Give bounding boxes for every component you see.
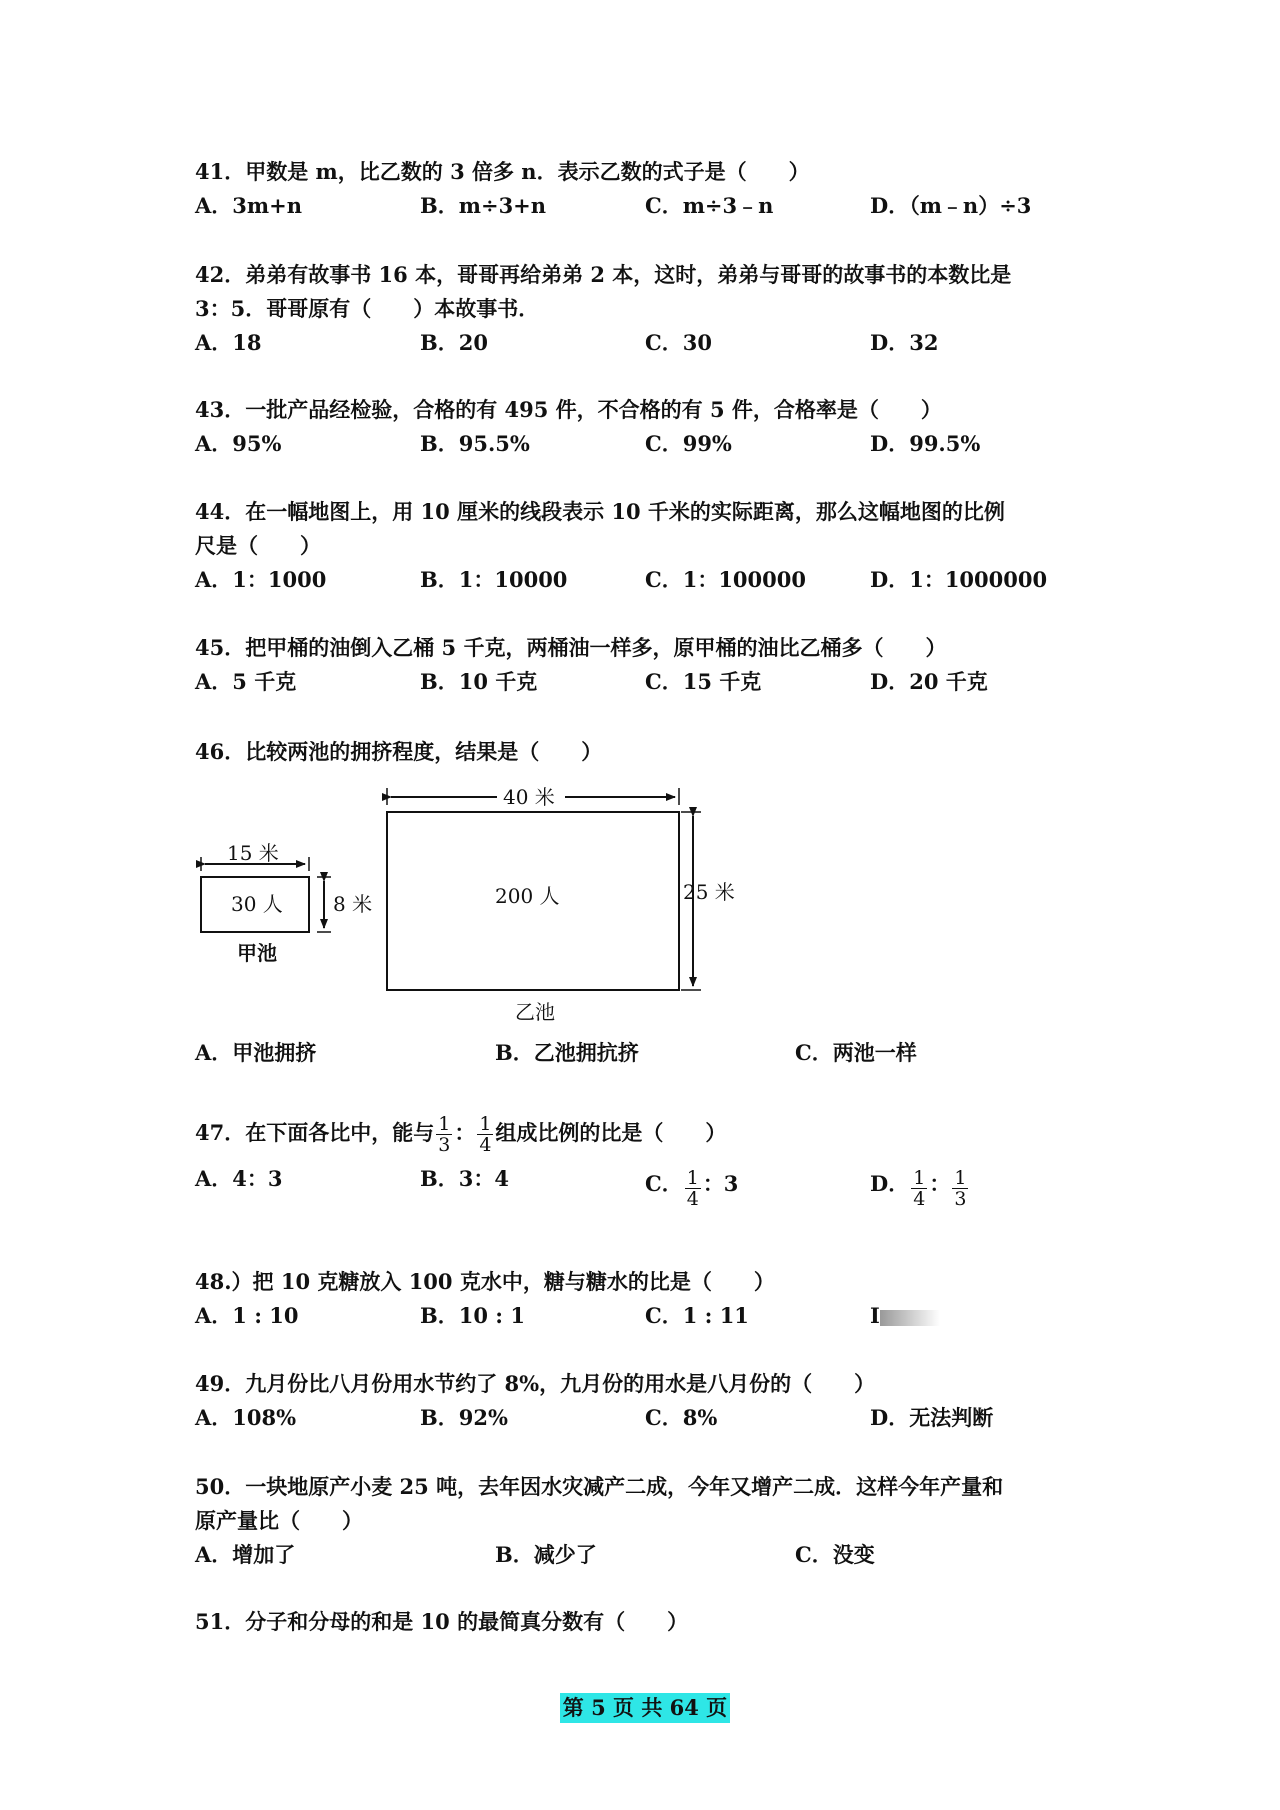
fraction-numerator: 1 (686, 1167, 699, 1189)
options-row (195, 665, 1095, 699)
question-stem-line2: 3：5．哥哥原有（ ）本故事书． (195, 296, 540, 321)
option-b: B．95.5% (420, 431, 530, 456)
fraction-denominator: 4 (479, 1134, 492, 1156)
fraction-one-fourth (911, 1168, 927, 1209)
option-a: A．1 : 10 (195, 1303, 299, 1328)
option-b: B．乙池拥抗挤 (495, 1040, 639, 1065)
fraction-numerator: 1 (479, 1113, 492, 1135)
fraction-one-third (436, 1114, 452, 1155)
question-50 (195, 1470, 1095, 1572)
option-d: D．99.5% (870, 431, 981, 456)
stem-prefix: 47．在下面各比中，能与 (195, 1120, 435, 1145)
option-b: B．10 千克 (420, 669, 538, 694)
question-stem: 49．九月份比八月份用水节约了 8%，九月份的用水是八月份的（ ） (195, 1371, 876, 1396)
option-a: A．108% (195, 1405, 297, 1430)
question-46-options (195, 1036, 1095, 1070)
fraction-one-fourth (685, 1168, 701, 1209)
option-b: B．3：4 (420, 1166, 509, 1191)
pool-a-height-label: 8 米 (333, 892, 373, 916)
pool-a-width-label: 15 米 (227, 841, 279, 865)
options-row (195, 427, 1095, 461)
question-stem: 43．一批产品经检验，合格的有 495 件，不合格的有 5 件，合格率是（ ） (195, 397, 942, 422)
pool-b-name: 乙池 (515, 1000, 555, 1024)
option-c: C．30 (645, 330, 712, 355)
pool-b-people: 200 人 (495, 884, 560, 908)
question-42 (195, 258, 1095, 360)
question-41 (195, 155, 1095, 223)
question-stem-line2: 尺是（ ） (195, 533, 321, 558)
option-d: D．（m﹣n）÷3 (870, 193, 1032, 218)
question-44 (195, 495, 1095, 597)
option-a: A．增加了 (195, 1542, 296, 1567)
option-a: A．95% (195, 431, 282, 456)
option-a: A．4：3 (195, 1166, 283, 1191)
option-b: B．20 (420, 330, 488, 355)
question-stem: 51．分子和分母的和是 10 的最简真分数有（ ） (195, 1609, 689, 1634)
options-row (195, 1401, 1095, 1435)
question-49 (195, 1367, 1095, 1435)
option-b: B．10 : 1 (420, 1303, 525, 1328)
fraction-denominator: 4 (913, 1188, 926, 1210)
options-row (195, 1036, 1095, 1070)
question-46 (195, 735, 1095, 769)
option-d-obscured (870, 1299, 940, 1333)
option-tail: ：3 (702, 1171, 739, 1196)
question-stem-line1: 50．一块地原产小麦 25 吨，去年因水灾减产二成，今年又增产二成．这样今年产量和 (195, 1474, 1004, 1499)
option-c: C．8% (645, 1405, 718, 1430)
ratio-colon: ： (454, 1120, 476, 1145)
options-row (195, 189, 1095, 223)
fraction-numerator: 1 (954, 1167, 967, 1189)
options-row (195, 1538, 1095, 1572)
question-stem: 45．把甲桶的油倒入乙桶 5 千克，两桶油一样多，原甲桶的油比乙桶多（ ） (195, 635, 947, 660)
fraction-numerator: 1 (438, 1113, 451, 1135)
smudge-mark (880, 1310, 940, 1326)
options-row (195, 1162, 1095, 1212)
option-a: A．18 (195, 330, 262, 355)
option-d: D．无法判断 (870, 1405, 994, 1430)
fraction-denominator: 3 (438, 1134, 451, 1156)
option-c: C．99% (645, 431, 732, 456)
pool-a-name: 甲池 (237, 941, 277, 965)
options-row (195, 1299, 1095, 1333)
option-c: C．没变 (795, 1542, 875, 1567)
question-stem: 41．甲数是 m，比乙数的 3 倍多 n．表示乙数的式子是（ ） (195, 159, 810, 184)
pool-b-height-label: 25 米 (683, 880, 735, 904)
option-d: D．1：1000000 (870, 567, 1048, 592)
pool-b-width-label: 40 米 (503, 785, 555, 809)
option-b: B．减少了 (495, 1542, 597, 1567)
option-b: B．m÷3+n (420, 193, 547, 218)
option-c (645, 1162, 738, 1209)
option-b: B．1：10000 (420, 567, 568, 592)
option-d: D．32 (870, 330, 939, 355)
option-a: A．1：1000 (195, 567, 327, 592)
fraction-one-third (952, 1168, 968, 1209)
option-label: D． (870, 1171, 910, 1196)
option-a: A．5 千克 (195, 669, 297, 694)
option-a: A．甲池拥挤 (195, 1040, 317, 1065)
question-51 (195, 1605, 1095, 1639)
option-c: C．1 : 11 (645, 1303, 749, 1328)
option-a: A．3m+n (195, 193, 302, 218)
stem-suffix: 组成比例的比是（ ） (495, 1120, 727, 1145)
pool-diagram (195, 785, 755, 1030)
question-stem-line1: 44．在一幅地图上，用 10 厘米的线段表示 10 千米的实际距离，那么这幅地图的比例 (195, 499, 1005, 524)
fraction-numerator: 1 (913, 1167, 926, 1189)
option-d-fragment: I (870, 1303, 880, 1328)
question-stem (195, 1108, 1095, 1158)
question-stem-line1: 42．弟弟有故事书 16 本，哥哥再给弟弟 2 本，这时，弟弟与哥哥的故事书的本数比是 (195, 262, 1012, 287)
option-c: C．两池一样 (795, 1040, 917, 1065)
question-48 (195, 1265, 1095, 1333)
fraction-one-fourth (477, 1114, 493, 1155)
ratio-colon: ： (929, 1171, 951, 1196)
fraction-denominator: 3 (954, 1188, 967, 1210)
question-stem: 46．比较两池的拥挤程度，结果是（ ） (195, 739, 603, 764)
question-stem: 48.）把 10 克糖放入 100 克水中，糖与糖水的比是（ ） (195, 1269, 775, 1294)
option-c: C．15 千克 (645, 669, 762, 694)
question-stem-line2: 原产量比（ ） (195, 1508, 363, 1533)
fraction-denominator: 4 (686, 1188, 699, 1210)
question-47 (195, 1108, 1095, 1212)
options-row (195, 563, 1095, 597)
option-label: C． (645, 1171, 683, 1196)
option-d (870, 1162, 970, 1209)
option-c: C．1：100000 (645, 567, 806, 592)
page-number: 第 5 页 共 64 页 (560, 1693, 730, 1723)
option-b: B．92% (420, 1405, 508, 1430)
options-row (195, 326, 1095, 360)
option-c: C．m÷3﹣n (645, 193, 774, 218)
question-43 (195, 393, 1095, 461)
pool-a-people: 30 人 (231, 892, 283, 916)
question-45 (195, 631, 1095, 699)
option-d: D．20 千克 (870, 669, 988, 694)
